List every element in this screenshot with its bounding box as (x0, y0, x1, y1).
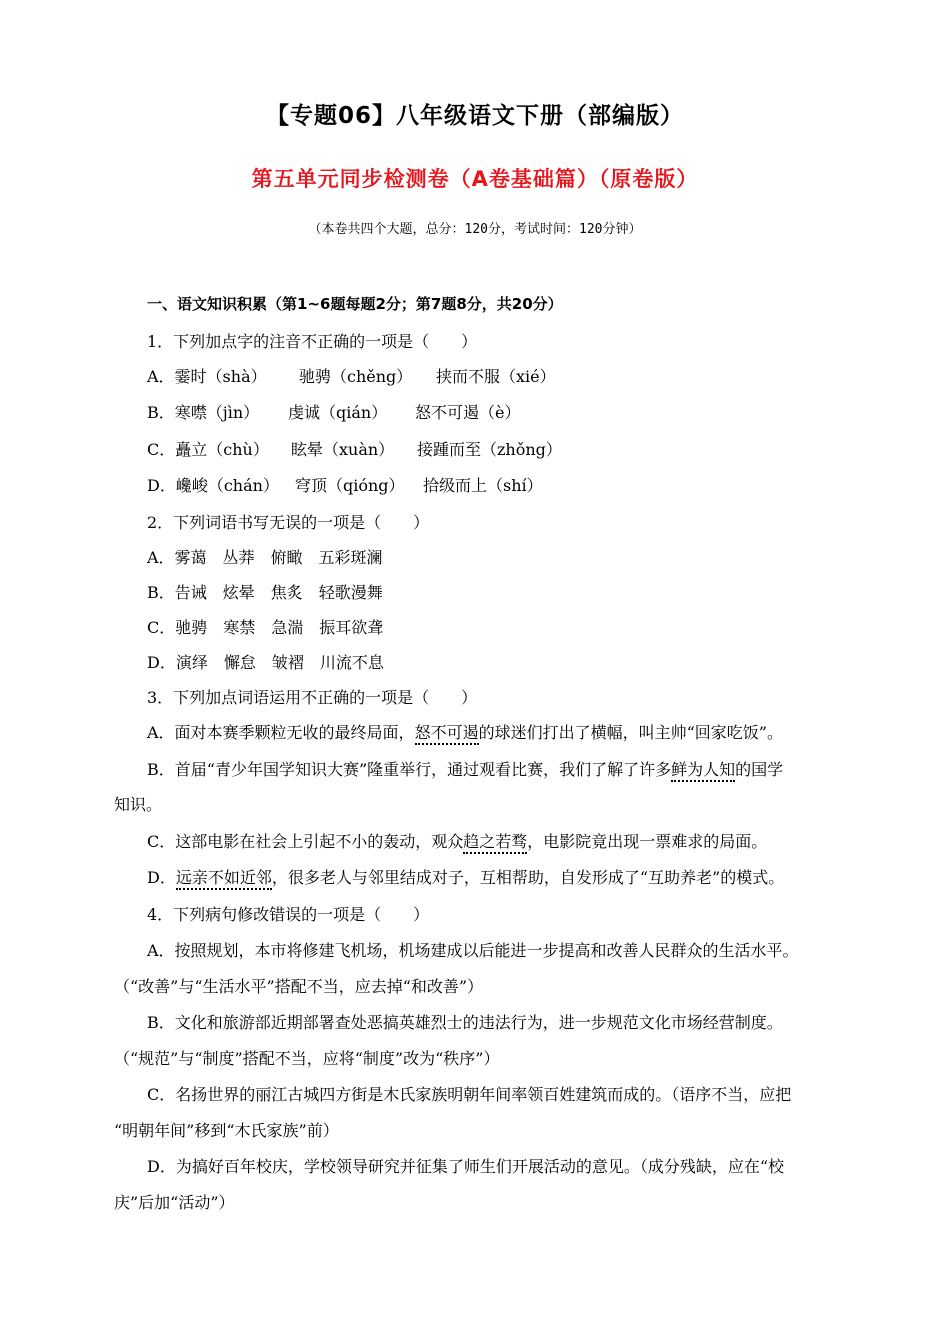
dotted-term: 鲜为人知 (671, 760, 735, 782)
question-1-option-b: B．寒噤（jìn） 虔诚（qián） 怒不可遏（è） (147, 403, 521, 422)
question-4-option-c-cont: “明朝年间”移到“木氏家族”前） (114, 1121, 339, 1140)
question-4-option-d-cont: 庆”后加“活动”） (114, 1193, 235, 1212)
question-4-option-b: B．文化和旅游部近期部署查处恶搞英雄烈士的违法行为，进一步规范文化市场经营制度。 (147, 1013, 783, 1032)
section-heading: 一、语文知识积累（第1~6题每题2分；第7题8分，共20分） (147, 295, 563, 313)
question-4-option-d: D．为搞好百年校庆，学校领导研究并征集了师生们开展活动的意见。（成分残缺，应在“校 (147, 1157, 785, 1176)
question-3-option-d: D．远亲不如近邻，很多老人与邻里结成对子，互相帮助，自发形成了“互助养老”的模式。 (147, 865, 784, 888)
question-3-stem: 3．下列加点词语运用不正确的一项是（ ） (147, 688, 478, 707)
question-4-stem: 4．下列病句修改错误的一项是（ ） (147, 905, 430, 924)
question-3-option-b-cont: 知识。 (114, 795, 163, 814)
dotted-term: 远亲不如近邻 (176, 868, 272, 890)
question-4-option-a: A．按照规划，本市将修建飞机场，机场建成以后能进一步提高和改善人民群众的生活水平。 (147, 941, 799, 960)
question-2-option-c: C．驰骋 寒禁 急湍 振耳欲聋 (147, 618, 384, 637)
question-2-stem: 2．下列词语书写无误的一项是（ ） (147, 513, 430, 532)
dotted-term: 怒不可遏 (415, 723, 479, 745)
question-1-option-d: D．巉峻（chán） 穹顶（qióng） 拾级而上（shí） (147, 476, 543, 495)
page-subtitle: 第五单元同步检测卷（A卷基础篇）（原卷版） (251, 167, 699, 191)
question-2-option-d: D．演绎 懈怠 皱褶 川流不息 (147, 653, 384, 672)
exam-note: （本卷共四个大题，总分：120分，考试时间：120分钟） (308, 222, 642, 237)
page-title: 【专题06】八年级语文下册（部编版） (265, 103, 684, 129)
question-2-option-a: A．雾蔼 丛莽 俯瞰 五彩斑澜 (147, 548, 383, 567)
question-3-option-c: C．这部电影在社会上引起不小的轰动，观众趋之若骛，电影院竟出现一票难求的局面。 (147, 829, 767, 852)
question-4-option-a-cont: （“改善”与“生活水平”搭配不当，应去掉“和改善”） (114, 977, 484, 996)
question-3-option-a: A．面对本赛季颗粒无收的最终局面，怒不可遏的球迷们打出了横幅，叫主帅“回家吃饭”。 (147, 720, 783, 743)
question-4-option-c: C．名扬世界的丽江古城四方街是木氏家族明朝年间率领百姓建筑而成的。（语序不当，应把 (147, 1085, 792, 1104)
question-4-option-b-cont: （“规范”与“制度”搭配不当，应将“制度”改为“秩序”） (114, 1049, 500, 1068)
question-1-option-c: C．矗立（chù） 眩晕（xuàn） 接踵而至（zhǒng） (147, 440, 562, 459)
question-1-stem: 1．下列加点字的注音不正确的一项是（ ） (147, 332, 478, 351)
question-1-option-a: A．霎时（shà） 驰骋（chěng） 挟而不服（xié） (147, 367, 556, 386)
question-2-option-b: B．告诫 炫晕 焦炙 轻歌漫舞 (147, 583, 383, 602)
question-3-option-b: B．首届“青少年国学知识大赛”隆重举行，通过观看比赛，我们了解了许多鲜为人知的国学 (147, 757, 783, 780)
dotted-term: 趋之若骛 (463, 832, 527, 854)
